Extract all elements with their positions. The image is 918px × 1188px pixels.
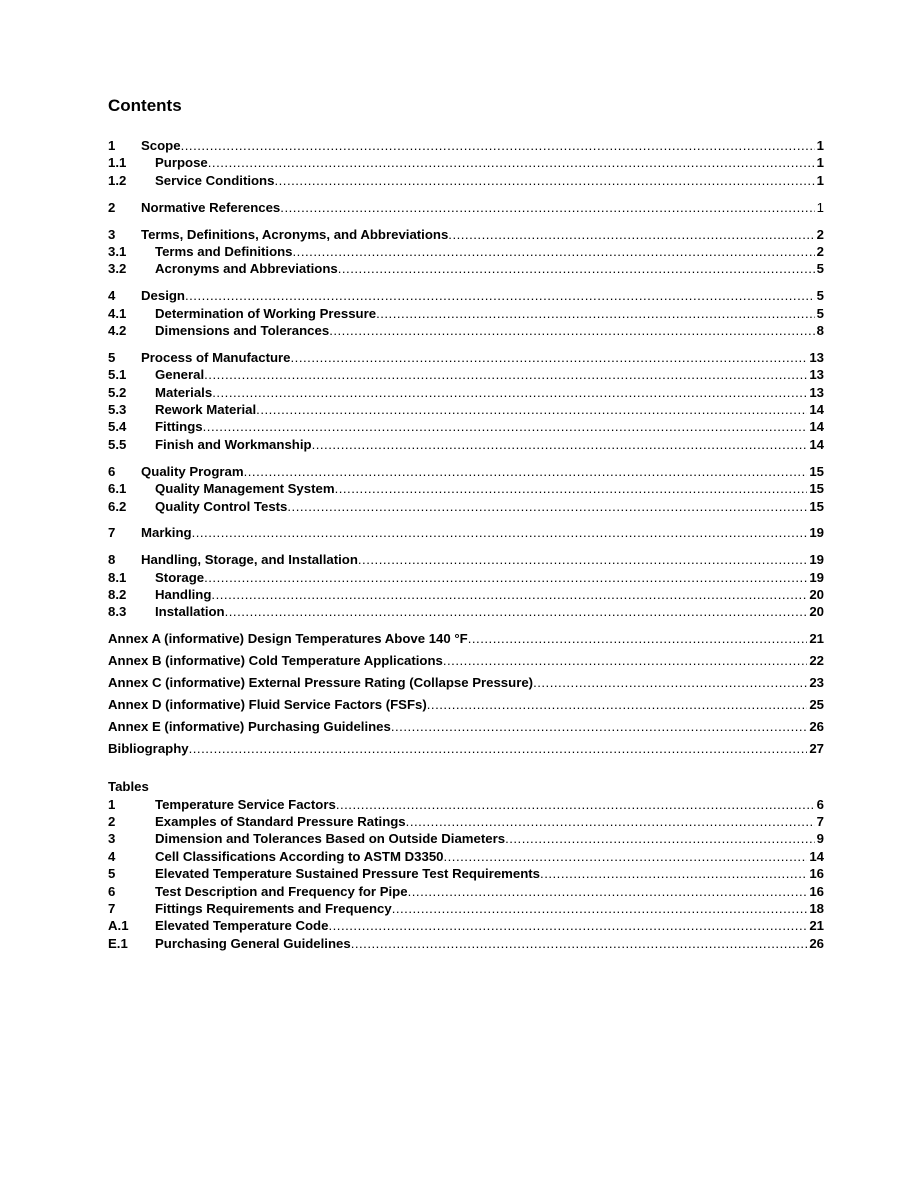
toc-entry[interactable] [108, 652, 824, 669]
toc-entry-title: Marking [141, 525, 192, 541]
toc-entry-title: Temperature Service Factors [155, 796, 336, 812]
toc-entry[interactable] [108, 349, 824, 366]
toc-entry-number: 6.1 [108, 481, 127, 497]
leader-dots [203, 418, 808, 435]
toc-entry[interactable] [108, 463, 824, 480]
toc-entry-number: 5.5 [108, 436, 127, 452]
toc-entry[interactable] [108, 366, 824, 383]
toc-entry[interactable] [108, 498, 824, 515]
leader-dots [358, 551, 807, 568]
leader-dots [244, 463, 808, 480]
toc-entry-page: 1 [816, 199, 824, 215]
leader-dots [211, 586, 807, 603]
toc-entry-page: 15 [809, 481, 824, 497]
toc-entry[interactable] [108, 287, 824, 304]
toc-entry-title: Quality Management System [155, 481, 335, 497]
toc-entry[interactable] [108, 796, 824, 813]
toc-entry-title: Fittings Requirements and Frequency [155, 900, 392, 916]
toc-entry-number: 1 [108, 138, 116, 153]
toc-entry-title: Examples of Standard Pressure Ratings [155, 814, 406, 829]
spacer [108, 757, 824, 778]
leader-dots [376, 305, 815, 322]
tables-heading: Tables [108, 779, 149, 795]
leader-dots [208, 154, 815, 171]
leader-dots [533, 674, 807, 691]
toc-entry-title: Elevated Temperature Code [155, 918, 329, 934]
toc-entry[interactable] [108, 848, 824, 865]
leader-dots [540, 865, 807, 882]
spacer [108, 339, 824, 349]
toc-entry-title: Finish and Workmanship [155, 436, 312, 452]
toc-entry[interactable] [108, 883, 824, 900]
toc-entry-number: E.1 [108, 935, 128, 951]
toc-entry-page: 23 [809, 675, 824, 691]
toc-entry[interactable] [108, 154, 824, 171]
toc-entry[interactable] [108, 813, 824, 830]
toc-entry-title: Handling [155, 587, 212, 603]
toc-entry[interactable] [108, 917, 824, 934]
toc-entry-title: Design [141, 288, 185, 304]
leader-dots [443, 652, 807, 669]
toc-entry-title: Annex C (informative) External Pressure Rating (Collapse Pressure) [108, 675, 534, 691]
toc-entry-title: Service Conditions [155, 172, 275, 188]
toc-entry-number: 3 [108, 226, 116, 242]
spacer [108, 216, 824, 226]
toc-entry-title: Bibliography [108, 740, 189, 756]
toc-entry-title: Annex A (informative) Design Temperatures Above 140 °F [108, 631, 468, 647]
toc-entry-title: Determination of Working Pressure [155, 305, 377, 321]
toc-entry[interactable] [108, 603, 824, 620]
toc-entry-number: 5.3 [108, 402, 127, 418]
toc-entry-number: 7 [108, 525, 116, 541]
leader-dots [291, 349, 808, 366]
toc-entry-number: 8.3 [108, 604, 127, 620]
leader-dots [192, 524, 808, 541]
toc-entry-page: 22 [809, 653, 824, 669]
toc-entry[interactable] [108, 630, 824, 647]
toc-entry[interactable] [108, 718, 824, 735]
toc-entry-number: A.1 [108, 918, 129, 934]
toc-entry[interactable] [108, 322, 824, 339]
page-title: Contents [108, 96, 182, 115]
toc-entry-number: 5 [108, 349, 116, 365]
toc-entry[interactable] [108, 551, 824, 568]
toc-entry-number: 1.1 [108, 155, 127, 171]
toc-entry-title: Handling, Storage, and Installation [141, 552, 358, 568]
toc-entry-page: 13 [809, 384, 824, 400]
toc-entry-page: 13 [809, 367, 824, 383]
toc-entry-number: 3.2 [108, 261, 127, 277]
leader-dots [181, 137, 815, 154]
toc-entry-title: Materials [155, 384, 213, 400]
toc-entry-number: 6 [108, 883, 116, 899]
toc-entry-page: 26 [809, 935, 824, 951]
toc-entry-number: 3 [108, 831, 116, 847]
toc-entry-number: 8 [108, 552, 116, 568]
toc-entry-title: Storage [155, 569, 205, 585]
toc-entry-page: 14 [809, 436, 824, 452]
toc-entry[interactable] [108, 384, 824, 401]
toc-entry-page: 13 [809, 349, 824, 365]
toc-entry-page: 8 [816, 323, 824, 339]
spacer [108, 278, 824, 288]
leader-dots [335, 480, 808, 497]
leader-dots [280, 199, 814, 216]
toc-entry[interactable] [108, 137, 824, 154]
toc-entry-page: 14 [809, 419, 824, 435]
toc-entry-page: 1 [816, 155, 824, 171]
toc-entry-title: Process of Manufacture [141, 349, 291, 365]
toc-entry-page: 27 [809, 740, 824, 756]
toc-entry-page: 2 [816, 243, 824, 259]
leader-dots [448, 226, 814, 243]
toc-entry[interactable] [108, 480, 824, 497]
toc-entry[interactable] [108, 436, 824, 453]
leader-dots [505, 830, 815, 847]
toc-entry-page: 21 [809, 631, 824, 647]
toc-entry-title: Purpose [155, 155, 208, 171]
toc-entry-page: 15 [809, 463, 824, 479]
leader-dots [351, 935, 808, 952]
toc-entry-page: 1 [816, 172, 824, 188]
spacer [108, 453, 824, 463]
toc-entry-page: 19 [809, 569, 824, 585]
toc-entry-number: 6.2 [108, 498, 127, 514]
toc-entry-number: 6 [108, 463, 116, 479]
toc-entry[interactable] [108, 740, 824, 757]
toc-entry-number: 3.1 [108, 243, 127, 259]
spacer [108, 515, 824, 525]
toc-entry-title: Scope [141, 138, 181, 153]
toc-entry-number: 1.2 [108, 172, 127, 188]
leader-dots [338, 260, 815, 277]
toc-entry-number: 2 [108, 814, 116, 829]
leader-dots [204, 366, 807, 383]
leader-dots [293, 243, 815, 260]
toc-entry[interactable] [108, 418, 824, 435]
toc-entry-page: 14 [809, 402, 824, 418]
toc-entry-page: 19 [809, 552, 824, 568]
toc-entry-title: Dimensions and Tolerances [155, 323, 330, 339]
toc-entry[interactable] [108, 935, 824, 952]
spacer [108, 189, 824, 199]
toc-entry[interactable] [108, 569, 824, 586]
toc-entry-page: 7 [816, 814, 824, 829]
toc-entry-page: 20 [809, 604, 824, 620]
toc-entry-number: 5.4 [108, 419, 127, 435]
leader-dots [427, 696, 808, 713]
toc-entry-page: 1 [816, 138, 824, 153]
toc-entry-number: 4 [108, 288, 116, 304]
toc-entry-number: 5 [108, 866, 116, 882]
leader-dots [406, 813, 815, 830]
toc-entry-number: 5.1 [108, 367, 127, 383]
toc-entry[interactable] [108, 830, 824, 847]
leader-dots [256, 401, 807, 418]
leader-dots [212, 384, 807, 401]
toc-entry-page: 18 [809, 900, 824, 916]
toc-entry[interactable] [108, 401, 824, 418]
toc-entry[interactable] [108, 199, 824, 216]
toc-entry-number: 4.2 [108, 323, 127, 339]
leader-dots [189, 740, 808, 757]
toc-entry-page: 20 [809, 587, 824, 603]
table-of-contents [108, 137, 824, 952]
leader-dots [185, 287, 815, 304]
toc-entry[interactable] [108, 865, 824, 882]
leader-dots [336, 796, 815, 813]
toc-entry[interactable] [108, 172, 824, 189]
toc-entry-page: 26 [809, 718, 824, 734]
toc-entry-page: 25 [809, 697, 824, 713]
toc-entry-title: Quality Program [141, 463, 244, 479]
leader-dots [312, 436, 808, 453]
toc-entry[interactable] [108, 696, 824, 713]
toc-entry-page: 5 [816, 288, 824, 304]
toc-entry-number: 4.1 [108, 305, 127, 321]
toc-entry-title: Rework Material [155, 402, 257, 418]
toc-entry-page: 15 [809, 498, 824, 514]
toc-entry-number: 1 [108, 796, 116, 812]
toc-entry-title: Annex E (informative) Purchasing Guidelines [108, 718, 391, 734]
toc-entry-page: 5 [816, 261, 824, 277]
toc-entry-title: Acronyms and Abbreviations [155, 261, 338, 277]
toc-entry[interactable] [108, 586, 824, 603]
toc-entry[interactable] [108, 524, 824, 541]
toc-entry-number: 5.2 [108, 384, 127, 400]
toc-entry-page: 16 [809, 883, 824, 899]
toc-entry-number: 8.2 [108, 587, 127, 603]
toc-entry-title: Terms and Definitions [155, 243, 293, 259]
leader-dots [225, 603, 808, 620]
toc-entry[interactable] [108, 674, 824, 691]
leader-dots [391, 718, 807, 735]
toc-entry-number: 4 [108, 848, 116, 864]
toc-entry[interactable] [108, 226, 824, 243]
toc-entry-title: Normative References [141, 199, 281, 215]
leader-dots [204, 569, 807, 586]
toc-entry-title: Installation [155, 604, 225, 620]
toc-entry-page: 6 [816, 796, 824, 812]
toc-entry-title: General [155, 367, 205, 383]
leader-dots [328, 917, 807, 934]
leader-dots [408, 883, 808, 900]
leader-dots [443, 848, 807, 865]
toc-entry-title: Fittings [155, 419, 203, 435]
toc-entry[interactable] [108, 900, 824, 917]
toc-entry[interactable] [108, 305, 824, 322]
spacer [108, 621, 824, 631]
toc-entry-number: 8.1 [108, 569, 127, 585]
toc-entry-number: 7 [108, 900, 116, 916]
leader-dots [274, 172, 814, 189]
leader-dots [287, 498, 807, 515]
toc-entry[interactable] [108, 243, 824, 260]
toc-entry-page: 19 [809, 525, 824, 541]
toc-entry-title: Annex D (informative) Fluid Service Factors (FSFs) [108, 697, 427, 713]
toc-entry-title: Annex B (informative) Cold Temperature Applications [108, 653, 443, 669]
toc-entry-page: 9 [816, 831, 824, 847]
spacer [108, 542, 824, 552]
toc-entry-page: 2 [816, 226, 824, 242]
leader-dots [329, 322, 814, 339]
toc-entry-page: 14 [809, 848, 824, 864]
toc-entry-page: 21 [809, 918, 824, 934]
leader-dots [392, 900, 808, 917]
toc-entry[interactable] [108, 260, 824, 277]
toc-entry-title: Quality Control Tests [155, 498, 288, 514]
toc-entry-title: Dimension and Tolerances Based on Outside Diameters [155, 831, 506, 847]
toc-entry-title: Cell Classifications According to ASTM D3350 [155, 848, 444, 864]
toc-entry-title: Terms, Definitions, Acronyms, and Abbreviations [141, 226, 449, 242]
toc-entry-page: 16 [809, 866, 824, 882]
toc-entry-title: Elevated Temperature Sustained Pressure Test Requirements [155, 866, 541, 882]
toc-entry-title: Test Description and Frequency for Pipe [155, 883, 408, 899]
leader-dots [468, 630, 808, 647]
toc-entry-number: 2 [108, 199, 116, 215]
toc-entry-title: Purchasing General Guidelines [155, 935, 351, 951]
toc-entry-page: 5 [816, 305, 824, 321]
